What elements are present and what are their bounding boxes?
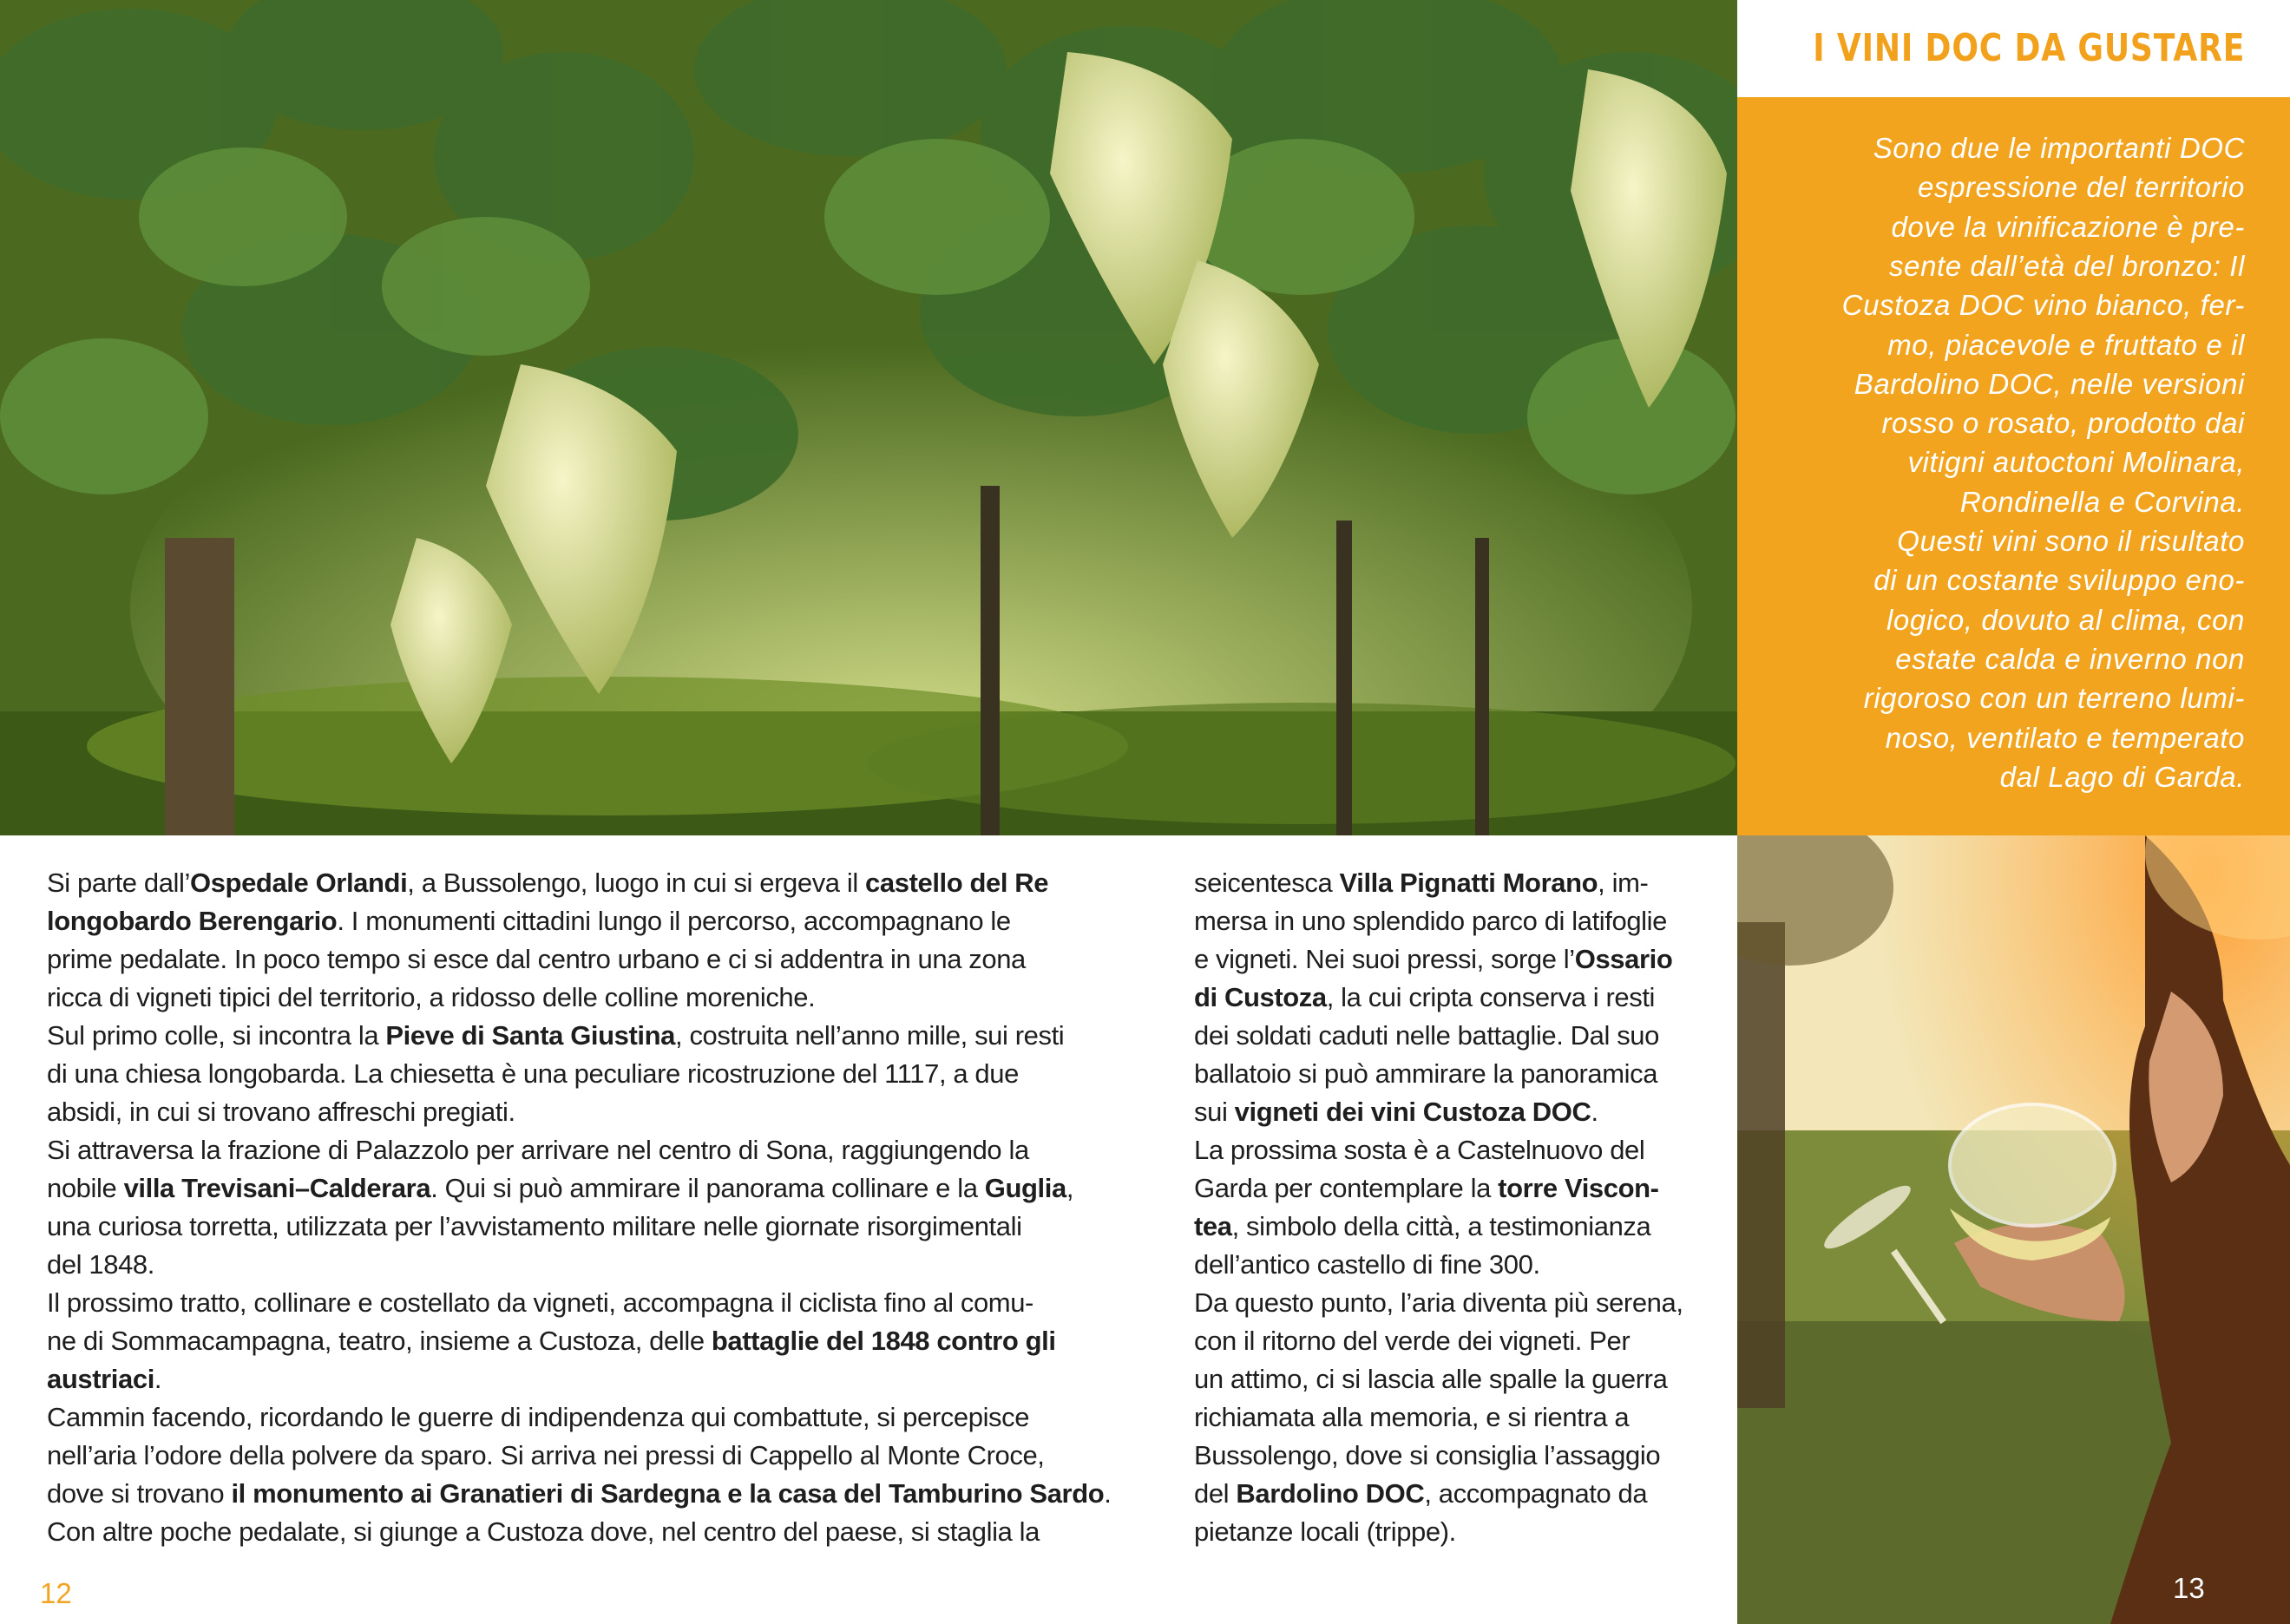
text-run: nell’aria l’odore della polvere da sparo. Si arriva nei pressi di Cappello al Monte Croce, <box>47 1440 1045 1470</box>
text-line <box>47 1097 515 1128</box>
text-line <box>47 1287 1033 1319</box>
text-line <box>1194 1440 1660 1471</box>
text-run: Sul primo colle, si incontra la <box>47 1020 386 1051</box>
text-run: un attimo, ci si lascia alle spalle la guerra <box>1194 1364 1668 1394</box>
text-run: prime pedalate. In poco tempo si esce dal centro urbano e ci si addentra in una zona <box>47 944 1026 974</box>
text-run: seicentesca <box>1194 868 1340 898</box>
text-line <box>1194 1364 1667 1395</box>
text-run: . <box>1591 1097 1598 1127</box>
text-line <box>1194 1058 1657 1090</box>
text-line <box>47 1058 1019 1090</box>
text-line <box>1194 1287 1683 1319</box>
text-run: , <box>1066 1173 1074 1203</box>
text-line <box>47 1402 1029 1433</box>
text-line <box>47 1135 1029 1166</box>
text-run: dove si trovano <box>47 1478 232 1509</box>
text-run: , simbolo della città, a testimonianza <box>1231 1211 1651 1241</box>
text-line <box>1194 906 1667 937</box>
bold-place-name: Bardolino DOC <box>1236 1478 1425 1509</box>
bold-place-name: battaglie del 1848 contro gli <box>711 1326 1056 1356</box>
text-line <box>1194 1326 1630 1357</box>
text-line <box>1194 1097 1598 1128</box>
text-line <box>1194 1516 1456 1548</box>
text-run: Cammin facendo, ricordando le guerre di indipendenza qui combattute, si percepisce <box>47 1402 1030 1432</box>
text-line <box>1194 982 1655 1013</box>
bold-place-name: Ospedale Orlandi <box>190 868 408 898</box>
text-run: absidi, in cui si trovano affreschi pregiati. <box>47 1097 515 1127</box>
text-run: nobile <box>47 1173 124 1203</box>
text-line <box>47 1516 1040 1548</box>
text-run: sui <box>1194 1097 1235 1127</box>
text-line <box>1194 1135 1644 1166</box>
text-run: ballatoio si può ammirare la panoramica <box>1194 1058 1658 1089</box>
text-run: Si parte dall’ <box>47 868 190 898</box>
text-run: . Qui si può ammirare il panorama collinare e la <box>430 1173 985 1203</box>
text-line <box>47 1211 1022 1242</box>
intro-line: logico, dovuto al clima, con <box>1886 603 2245 636</box>
text-run: di una chiesa longobarda. La chiesetta è una peculiare ricostruzione del 1117, a due <box>47 1058 1019 1089</box>
bold-place-name: longobardo Berengario <box>47 906 338 936</box>
bold-place-name: vigneti dei vini Custoza DOC <box>1234 1097 1591 1127</box>
text-run: pietanze locali (trippe). <box>1194 1516 1456 1547</box>
text-run: . <box>1104 1478 1112 1509</box>
vineyard-grapes-photo <box>0 0 1737 835</box>
intro-line: noso, ventilato e temperato <box>1885 721 2245 754</box>
text-line <box>47 906 1011 937</box>
text-run: Bussolengo, dove si consiglia l’assaggio <box>1194 1440 1661 1470</box>
text-run: Si attraversa la frazione di Palazzolo per arrivare nel centro di Sona, raggiungendo la <box>47 1135 1029 1165</box>
text-line <box>47 982 815 1013</box>
bold-place-name: tea <box>1194 1211 1232 1241</box>
text-line <box>1194 1173 1659 1204</box>
text-line <box>47 1173 1073 1204</box>
bold-place-name: Ossario <box>1574 944 1673 974</box>
text-line <box>47 1364 161 1395</box>
wine-tasting-photo <box>1737 835 2290 1624</box>
text-run: Garda per contemplare la <box>1194 1173 1499 1203</box>
bold-place-name: Guglia <box>984 1173 1066 1203</box>
text-line <box>47 1020 1064 1051</box>
intro-line: Bardolino DOC, nelle versioni <box>1854 367 2245 400</box>
text-run: Con altre poche pedalate, si giunge a Custoza dove, nel centro del paese, si staglia la <box>47 1516 1040 1547</box>
text-run: dell’antico castello di fine 300. <box>1194 1249 1540 1280</box>
text-run: dei soldati caduti nelle battaglie. Dal suo <box>1194 1020 1659 1051</box>
intro-line: mo, piacevole e fruttato e il <box>1887 328 2245 361</box>
bold-place-name: villa Trevisani–Calderara <box>123 1173 431 1203</box>
page-number-left: 12 <box>40 1577 72 1609</box>
intro-line: dal Lago di Garda. <box>1999 760 2245 793</box>
text-line <box>1194 1211 1650 1242</box>
text-line <box>1194 1402 1629 1433</box>
text-run: La prossima sosta è a Castelnuovo del <box>1194 1135 1645 1165</box>
text-run: del <box>1194 1478 1237 1509</box>
intro-line: Questi vini sono il risultato <box>1897 525 2245 557</box>
text-line <box>47 1440 1045 1471</box>
page-number-right: 13 <box>2173 1572 2205 1604</box>
text-run: . <box>154 1364 162 1394</box>
intro-line: dove la vinificazione è pre- <box>1891 210 2245 243</box>
text-run: ne di Sommacampagna, teatro, insieme a Custoza, delle <box>47 1326 712 1356</box>
text-line <box>1194 1478 1647 1509</box>
bold-place-name: di Custoza <box>1194 982 1327 1012</box>
text-run: con il ritorno del verde dei vigneti. Per <box>1194 1326 1631 1356</box>
vineyard-illustration <box>0 0 1737 835</box>
bold-place-name: Pieve di Santa Giustina <box>385 1020 676 1051</box>
text-line <box>47 944 1026 975</box>
text-line <box>1194 1020 1659 1051</box>
text-line <box>1194 868 1648 899</box>
text-run: , im- <box>1598 868 1649 898</box>
text-run: , a Bussolengo, luogo in cui si ergeva il <box>407 868 866 898</box>
wine-illustration <box>1737 835 2290 1624</box>
text-run: , accompagnato da <box>1424 1478 1648 1509</box>
text-run: , la cui cripta conserva i resti <box>1326 982 1656 1012</box>
intro-panel <box>1737 97 2290 835</box>
intro-line: rigoroso con un terreno lumi- <box>1863 682 2245 715</box>
text-run: richiamata alla memoria, e si rientra a <box>1194 1402 1630 1432</box>
intro-line: espressione del territorio <box>1918 171 2245 204</box>
text-line <box>47 1326 1056 1357</box>
text-line <box>1194 944 1672 975</box>
header-bar <box>1737 0 2290 97</box>
text-line <box>47 1478 1112 1509</box>
bold-place-name: castello del Re <box>865 868 1049 898</box>
intro-line: vitigni autoctoni Molinara, <box>1907 446 2245 479</box>
text-run: mersa in uno splendido parco di latifoglie <box>1194 906 1667 936</box>
text-line <box>47 1249 154 1280</box>
bold-place-name: austriaci <box>47 1364 154 1394</box>
bold-place-name: torre Viscon- <box>1498 1173 1659 1203</box>
intro-line: Sono due le importanti DOC <box>1873 132 2245 164</box>
bold-place-name: Villa Pignatti Morano <box>1339 868 1598 898</box>
text-run: , costruita nell’anno mille, sui resti <box>675 1020 1065 1051</box>
bold-place-name: il monumento ai Granatieri di Sardegna e la casa del Tamburino Sardo <box>231 1478 1105 1509</box>
intro-line: Rondinella e Corvina. <box>1959 485 2245 518</box>
intro-line: di un costante sviluppo eno- <box>1873 564 2245 597</box>
text-run: ricca di vigneti tipici del territorio, a ridosso delle colline moreniche. <box>47 982 816 1012</box>
section-title: I VINI DOC DA GUSTARE <box>1813 26 2245 70</box>
intro-line: rosso o rosato, prodotto dai <box>1881 407 2245 440</box>
intro-line: sente dall’età del bronzo: Il <box>1889 249 2245 282</box>
intro-line: Custoza DOC vino bianco, fer- <box>1841 289 2245 322</box>
text-run: Da questo punto, l’aria diventa più serena, <box>1194 1287 1683 1318</box>
text-run: una curiosa torretta, utilizzata per l’avvistamento militare nelle giornate risorgimentali <box>47 1211 1022 1241</box>
text-line <box>1194 1249 1540 1280</box>
text-run: Il prossimo tratto, collinare e costellato da vigneti, accompagna il ciclista fino al comu- <box>47 1287 1033 1318</box>
text-run: del 1848. <box>47 1249 154 1280</box>
intro-line: estate calda e inverno non <box>1895 642 2245 675</box>
text-run: e vigneti. Nei suoi pressi, sorge l’ <box>1194 944 1575 974</box>
text-line <box>47 868 1048 899</box>
text-run: . I monumenti cittadini lungo il percorso, accompagnano le <box>337 906 1011 936</box>
